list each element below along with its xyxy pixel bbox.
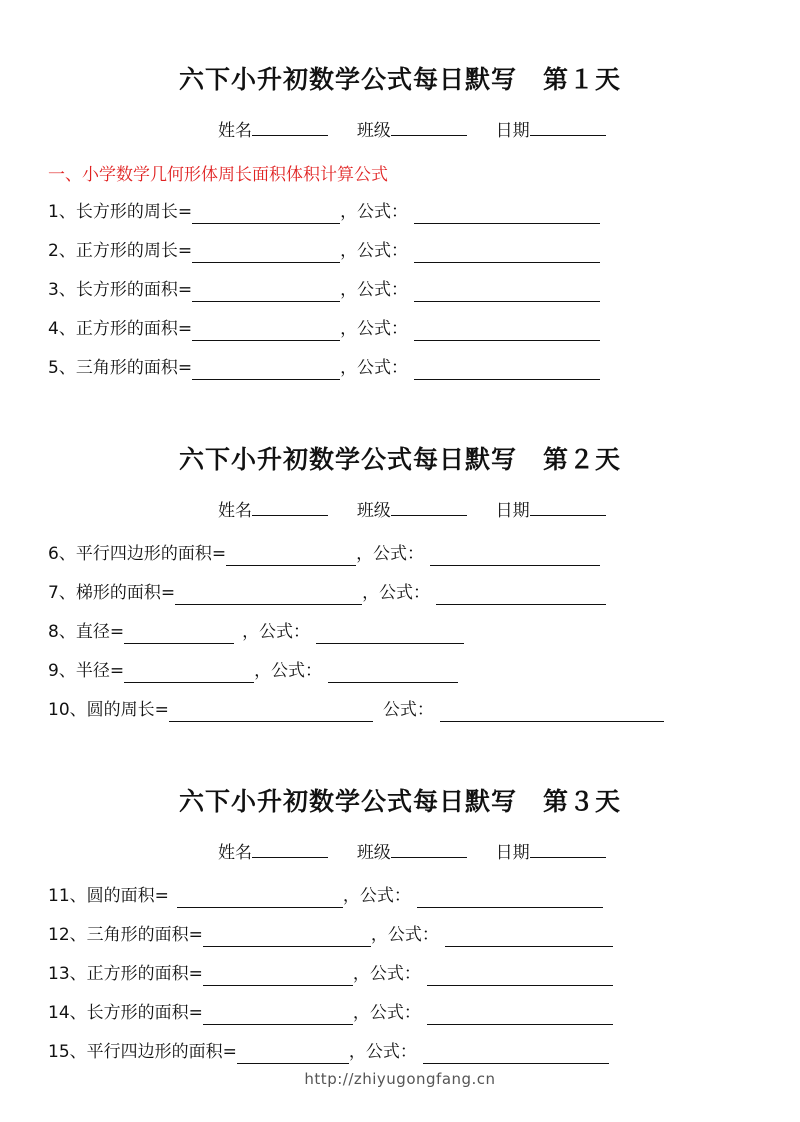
name-label: 姓名 — [218, 843, 252, 863]
day-3-info-line — [218, 838, 606, 863]
formula-label: ，公式： — [340, 241, 409, 261]
answer-blank[interactable] — [192, 244, 340, 263]
date-label: 日期 — [495, 121, 530, 141]
name-blank[interactable] — [252, 856, 328, 858]
answer-blank[interactable] — [124, 664, 254, 683]
formula-label: ，公式： — [370, 925, 439, 945]
day-3-title: 六下小升初数学公式每日默写 第３天 — [178, 787, 621, 816]
answer-blank[interactable] — [124, 625, 234, 644]
formula-blank[interactable] — [316, 625, 464, 644]
name-blank[interactable] — [252, 134, 328, 136]
formula-blank[interactable] — [414, 361, 600, 380]
answer-blank[interactable] — [192, 322, 340, 341]
question-row — [48, 884, 603, 908]
formula-label: ，公式： — [352, 964, 421, 984]
question-label: 11、圆的面积= — [48, 886, 169, 906]
formula-blank[interactable] — [445, 928, 613, 947]
formula-label: ，公式： — [254, 661, 323, 681]
question-label: 9、半径= — [48, 661, 125, 681]
answer-blank[interactable] — [237, 1045, 349, 1064]
formula-blank[interactable] — [427, 1006, 613, 1025]
formula-blank[interactable] — [328, 664, 458, 683]
class-blank[interactable] — [391, 514, 467, 516]
question-label: 4、正方形的面积= — [48, 319, 193, 339]
date-label: 日期 — [495, 501, 530, 521]
formula-label: ，公式： — [242, 622, 311, 642]
footer-url: http://zhiyugongfang.cn — [304, 1070, 496, 1088]
formula-blank[interactable] — [423, 1045, 609, 1064]
question-row — [48, 1001, 613, 1025]
formula-blank[interactable] — [430, 547, 600, 566]
question-label: 15、平行四边形的面积= — [48, 1042, 237, 1062]
question-label: 2、正方形的周长= — [48, 241, 193, 261]
formula-label: ，公式： — [342, 886, 411, 906]
question-row — [48, 239, 600, 263]
formula-label: ，公式： — [362, 583, 431, 603]
question-row — [48, 698, 664, 722]
answer-blank[interactable] — [192, 205, 340, 224]
day-1-title: 六下小升初数学公式每日默写 第１天 — [178, 65, 621, 94]
name-label: 姓名 — [218, 501, 252, 521]
class-label: 班级 — [356, 501, 391, 521]
formula-label: ，公式： — [348, 1042, 417, 1062]
answer-blank[interactable] — [226, 547, 356, 566]
date-label: 日期 — [495, 843, 530, 863]
question-row — [48, 923, 613, 947]
formula-label: ，公式： — [352, 1003, 421, 1023]
day-1-info-line — [218, 116, 606, 141]
formula-blank[interactable] — [414, 322, 600, 341]
formula-blank[interactable] — [436, 586, 606, 605]
section-heading: 一、小学数学几何形体周长面积体积计算公式 — [48, 165, 388, 185]
question-row — [48, 278, 600, 302]
question-row — [48, 659, 458, 683]
question-label: 3、长方形的面积= — [48, 280, 193, 300]
question-label: 12、三角形的面积= — [48, 925, 203, 945]
answer-blank[interactable] — [203, 1006, 353, 1025]
question-label: 13、正方形的面积= — [48, 964, 203, 984]
date-blank[interactable] — [530, 514, 606, 516]
answer-blank[interactable] — [192, 361, 340, 380]
formula-blank[interactable] — [414, 205, 600, 224]
question-row — [48, 200, 600, 224]
question-label: 10、圆的周长= — [48, 700, 169, 720]
question-label: 14、长方形的面积= — [48, 1003, 203, 1023]
class-blank[interactable] — [391, 856, 467, 858]
date-blank[interactable] — [530, 856, 606, 858]
formula-blank[interactable] — [427, 967, 613, 986]
answer-blank[interactable] — [203, 967, 353, 986]
answer-blank[interactable] — [169, 703, 373, 722]
date-blank[interactable] — [530, 134, 606, 136]
formula-label: 公式： — [382, 700, 434, 720]
class-blank[interactable] — [391, 134, 467, 136]
question-row — [48, 581, 606, 605]
question-row — [48, 620, 464, 644]
answer-blank[interactable] — [177, 889, 343, 908]
name-blank[interactable] — [252, 514, 328, 516]
formula-label: ，公式： — [340, 358, 409, 378]
formula-blank[interactable] — [414, 244, 600, 263]
question-row — [48, 317, 600, 341]
formula-label: ，公式： — [340, 202, 409, 222]
answer-blank[interactable] — [203, 928, 371, 947]
formula-blank[interactable] — [440, 703, 664, 722]
formula-blank[interactable] — [414, 283, 600, 302]
answer-blank[interactable] — [175, 586, 362, 605]
question-label: 7、梯形的面积= — [48, 583, 176, 603]
question-row — [48, 962, 613, 986]
question-row — [48, 542, 600, 566]
formula-blank[interactable] — [417, 889, 603, 908]
question-label: 8、直径= — [48, 622, 125, 642]
question-row — [48, 1040, 609, 1064]
day-2-info-line — [218, 496, 606, 521]
formula-label: ，公式： — [356, 544, 425, 564]
day-2-title: 六下小升初数学公式每日默写 第２天 — [178, 445, 621, 474]
answer-blank[interactable] — [192, 283, 340, 302]
class-label: 班级 — [356, 843, 391, 863]
formula-label: ，公式： — [340, 319, 409, 339]
question-row — [48, 356, 600, 380]
question-label: 1、长方形的周长= — [48, 202, 193, 222]
formula-label: ，公式： — [340, 280, 409, 300]
name-label: 姓名 — [218, 121, 252, 141]
question-label: 5、三角形的面积= — [48, 358, 193, 378]
class-label: 班级 — [356, 121, 391, 141]
question-label: 6、平行四边形的面积= — [48, 544, 227, 564]
